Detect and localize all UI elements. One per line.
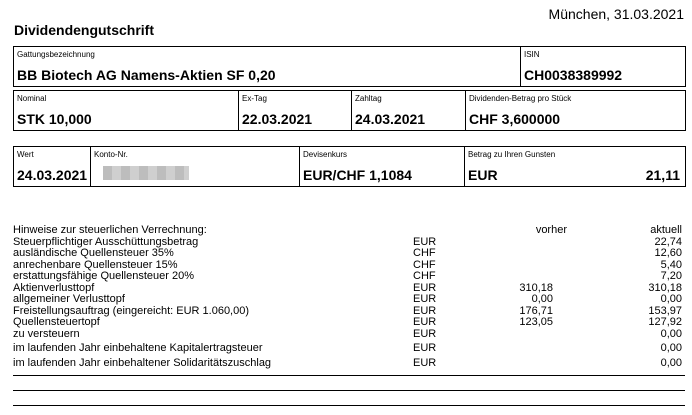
row-label: Quellensteuertopf [13, 316, 100, 328]
row-curr: 127,92 [648, 316, 682, 328]
row-label: anrechenbare Quellensteuer 15% [13, 258, 178, 271]
tax-table-header [13, 225, 685, 237]
betrag-cell [464, 147, 685, 186]
extag-cell [238, 91, 351, 130]
place-date: München, 31.03.2021 [548, 6, 684, 22]
row-curr: 310,18 [648, 281, 682, 294]
row-curr: 0,00 [660, 356, 682, 369]
zahltag-label: Zahltag [355, 94, 382, 103]
security-name-cell [14, 47, 520, 86]
tax-table-heading: Hinweise zur steuerlichen Verrechnung: [13, 224, 207, 236]
dividend-value: CHF 3,600000 [469, 111, 561, 127]
row-prev: 176,71 [519, 304, 553, 317]
table-row [13, 343, 685, 355]
konto-label: Konto-Nr. [94, 150, 128, 159]
table-divider [13, 375, 685, 376]
zahltag-value: 24.03.2021 [355, 111, 426, 127]
row-currency: EUR [413, 316, 437, 328]
row-label: im laufenden Jahr einbehaltener Solidaritätszuschlag [13, 356, 272, 369]
row-label: im laufenden Jahr einbehaltene Kapitalertragsteuer [13, 342, 263, 354]
table-row [13, 329, 685, 341]
wert-label: Wert [17, 150, 34, 159]
row-currency: CHF [413, 247, 436, 259]
row-currency: EUR [413, 293, 437, 305]
row-currency: CHF [413, 258, 436, 271]
betrag-currency: EUR [468, 167, 498, 183]
row-curr: 0,00 [660, 327, 682, 340]
row-currency: EUR [413, 304, 437, 317]
row-currency: CHF [413, 270, 436, 282]
row-currency: EUR [413, 235, 437, 248]
security-name-label: Gattungsbezeichnung [17, 50, 95, 59]
nominal-label: Nominal [17, 94, 47, 103]
table-row [13, 306, 685, 318]
nominal-value: STK 10,000 [17, 111, 92, 127]
details-box [13, 90, 686, 131]
security-box [13, 46, 686, 87]
konto-cell [90, 147, 299, 186]
payment-box [13, 146, 686, 187]
dividend-cell [465, 91, 685, 130]
table-row [13, 317, 685, 329]
devisenkurs-value: EUR/CHF 1,1084 [303, 167, 412, 183]
row-currency: EUR [413, 327, 437, 340]
row-label: allgemeiner Verlusttopf [13, 293, 125, 305]
row-curr: 0,00 [660, 342, 682, 354]
devisenkurs-label: Devisenkurs [303, 150, 348, 159]
wert-value: 24.03.2021 [17, 167, 88, 183]
isin-cell [520, 47, 685, 86]
row-curr: 153,97 [648, 304, 682, 317]
row-currency: EUR [413, 342, 437, 354]
row-curr: 22,74 [654, 235, 682, 248]
row-prev: 310,18 [519, 281, 553, 294]
isin-value: CH0038389992 [524, 67, 623, 83]
redacted-account-number [103, 166, 189, 180]
table-divider [13, 390, 685, 391]
wert-cell [14, 147, 90, 186]
devisenkurs-cell [299, 147, 464, 186]
betrag-label: Betrag zu Ihren Gunsten [468, 150, 556, 159]
extag-label: Ex-Tag [242, 94, 267, 103]
row-label: erstattungsfähige Quellensteuer 20% [13, 270, 195, 282]
row-label: Aktienverlusttopf [13, 281, 95, 294]
row-prev: 0,00 [531, 293, 553, 305]
row-label: zu versteuern [13, 327, 80, 340]
row-label: Steuerpflichtiger Ausschüttungsbetrag [13, 235, 199, 248]
row-curr: 12,60 [654, 247, 682, 259]
table-divider [13, 405, 685, 406]
tax-table [13, 225, 685, 369]
zahltag-cell [351, 91, 465, 130]
col-header-curr: aktuell [650, 224, 682, 236]
table-row [13, 271, 685, 283]
row-currency: EUR [413, 356, 437, 369]
row-label: ausländische Quellensteuer 35% [13, 247, 174, 259]
isin-label: ISIN [524, 50, 540, 59]
row-curr: 5,40 [660, 258, 682, 271]
row-curr: 7,20 [660, 270, 682, 282]
row-curr: 0,00 [660, 293, 682, 305]
betrag-value: 21,11 [645, 167, 680, 183]
row-prev: 123,05 [519, 316, 553, 328]
security-name-value: BB Biotech AG Namens-Aktien SF 0,20 [17, 67, 276, 83]
row-currency: EUR [413, 281, 437, 294]
table-row [13, 248, 685, 260]
dividend-label: Dividenden-Betrag pro Stück [469, 94, 572, 103]
document-title: Dividendengutschrift [14, 22, 155, 38]
row-label: Freistellungsauftrag (eingereicht: EUR 1.060,00) [13, 304, 250, 317]
table-row [13, 358, 685, 370]
extag-value: 22.03.2021 [242, 111, 313, 127]
nominal-cell [14, 91, 238, 130]
col-header-prev: vorher [535, 224, 567, 236]
table-row [13, 294, 685, 306]
